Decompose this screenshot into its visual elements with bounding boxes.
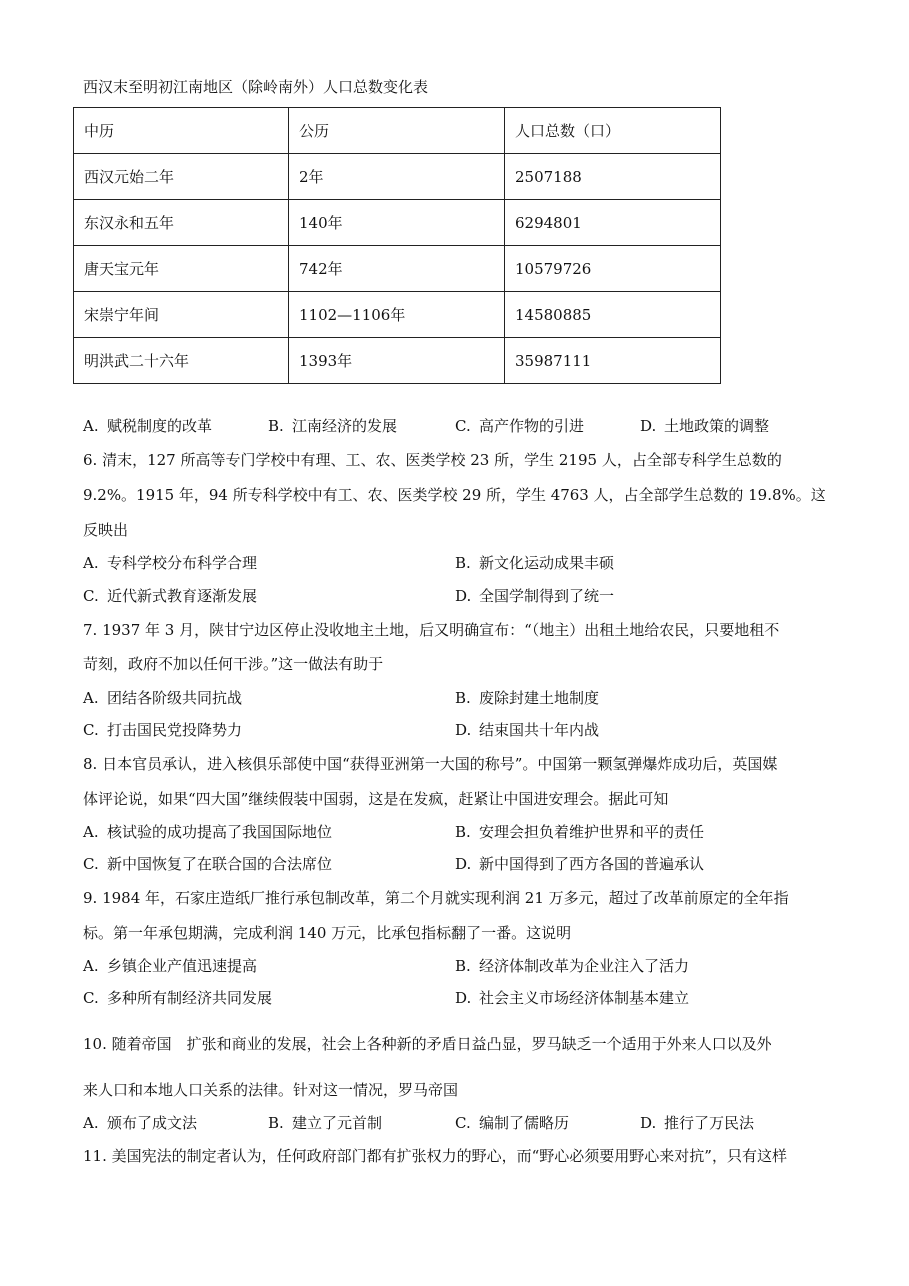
q9-option-b[interactable]: B. 经济体制改革为企业注入了活力 — [455, 957, 690, 975]
table-row — [74, 246, 721, 292]
q9-option-c[interactable]: C. 多种所有制经济共同发展 — [83, 989, 273, 1007]
q5-option-d[interactable]: D. 土地政策的调整 — [640, 417, 770, 435]
q11-stem-line: 11. 美国宪法的制定者认为，任何政府部门都有扩张权力的野心，而“野心必须要用野心来对抗”，只有这样 — [83, 1147, 787, 1165]
table-row — [74, 338, 721, 384]
q8-option-b[interactable]: B. 安理会担负着维护世界和平的责任 — [455, 823, 705, 841]
q8-stem-line: 体评论说，如果“四大国”继续假装中国弱，这是在发疯，赶紧让中国进安理会。据此可知 — [83, 790, 669, 808]
q10-option-c[interactable]: C. 编制了儒略历 — [455, 1114, 570, 1132]
table-header-cell: 人口总数（口） — [505, 108, 721, 154]
q7-stem-line: 苛刻，政府不加以任何干涉。”这一做法有助于 — [83, 655, 384, 673]
q5-option-a[interactable]: A. 赋税制度的改革 — [83, 417, 213, 435]
table-cell: 东汉永和五年 — [74, 200, 289, 246]
table-cell: 742年 — [289, 246, 505, 292]
q7-option-c[interactable]: C. 打击国民党投降势力 — [83, 721, 243, 739]
q5-option-c[interactable]: C. 高产作物的引进 — [455, 417, 585, 435]
table-cell: 10579726 — [505, 246, 721, 292]
table-title: 西汉末至明初江南地区（除岭南外）人口总数变化表 — [83, 78, 429, 96]
q6-stem-line: 6. 清末，127 所高等专门学校中有理、工、农、医类学校 23 所，学生 2195 人，占全部专科学生总数的 — [83, 451, 782, 469]
q9-stem-line: 标。第一年承包期满，完成利润 140 万元，比承包指标翻了一番。这说明 — [83, 924, 572, 942]
table-cell: 14580885 — [505, 292, 721, 338]
q6-stem-line: 反映出 — [83, 521, 129, 539]
q7-option-d[interactable]: D. 结束国共十年内战 — [455, 721, 600, 739]
table-row — [74, 154, 721, 200]
table-row — [74, 292, 721, 338]
q6-option-b[interactable]: B. 新文化运动成果丰硕 — [455, 554, 615, 572]
q6-option-a[interactable]: A. 专科学校分布科学合理 — [83, 554, 258, 572]
q8-option-c[interactable]: C. 新中国恢复了在联合国的合法席位 — [83, 855, 333, 873]
q8-option-d[interactable]: D. 新中国得到了西方各国的普遍承认 — [455, 855, 705, 873]
table-cell: 1393年 — [289, 338, 505, 384]
table-cell: 明洪武二十六年 — [74, 338, 289, 384]
table-cell: 6294801 — [505, 200, 721, 246]
q6-option-d[interactable]: D. 全国学制得到了统一 — [455, 587, 615, 605]
q10-stem-line: 来人口和本地人口关系的法律。针对这一情况，罗马帝国 — [83, 1081, 459, 1099]
table-cell: 35987111 — [505, 338, 721, 384]
q10-option-d[interactable]: D. 推行了万民法 — [640, 1114, 755, 1132]
table-cell: 2507188 — [505, 154, 721, 200]
table-cell: 2年 — [289, 154, 505, 200]
table-header-row — [74, 108, 721, 154]
q7-stem-line: 7. 1937 年 3 月，陕甘宁边区停止没收地主土地，后又明确宣布：“（地主）出租土地给农民，只要地租不 — [83, 621, 780, 639]
q9-option-a[interactable]: A. 乡镇企业产值迅速提高 — [83, 957, 258, 975]
q10-stem-line: 10. 随着帝国 扩张和商业的发展，社会上各种新的矛盾日益凸显，罗马缺乏一个适用于外来人口以及外 — [83, 1035, 772, 1053]
table-cell: 西汉元始二年 — [74, 154, 289, 200]
q8-option-a[interactable]: A. 核试验的成功提高了我国国际地位 — [83, 823, 333, 841]
q10-option-b[interactable]: B. 建立了元首制 — [268, 1114, 383, 1132]
q5-option-b[interactable]: B. 江南经济的发展 — [268, 417, 398, 435]
q6-stem-line: 9.2%。1915 年，94 所专科学校中有工、农、医类学校 29 所，学生 4763 人，占全部学生总数的 19.8%。这 — [83, 486, 826, 504]
q10-option-a[interactable]: A. 颁布了成文法 — [83, 1114, 198, 1132]
table-cell: 1102—1106年 — [289, 292, 505, 338]
table-header-cell: 中历 — [74, 108, 289, 154]
table-cell: 140年 — [289, 200, 505, 246]
q8-stem-line: 8. 日本官员承认，进入核俱乐部使中国“获得亚洲第一大国的称号”。中国第一颗氢弹爆炸成功后，英国媒 — [83, 755, 778, 773]
table-cell: 唐天宝元年 — [74, 246, 289, 292]
q7-option-a[interactable]: A. 团结各阶级共同抗战 — [83, 689, 243, 707]
table-row — [74, 200, 721, 246]
table-header-cell: 公历 — [289, 108, 505, 154]
q9-option-d[interactable]: D. 社会主义市场经济体制基本建立 — [455, 989, 690, 1007]
q9-stem-line: 9. 1984 年，石家庄造纸厂推行承包制改革，第二个月就实现利润 21 万多元，超过了改革前原定的全年指 — [83, 889, 789, 907]
table-cell: 宋崇宁年间 — [74, 292, 289, 338]
population-table — [73, 107, 721, 384]
q6-option-c[interactable]: C. 近代新式教育逐渐发展 — [83, 587, 258, 605]
q7-option-b[interactable]: B. 废除封建土地制度 — [455, 689, 600, 707]
